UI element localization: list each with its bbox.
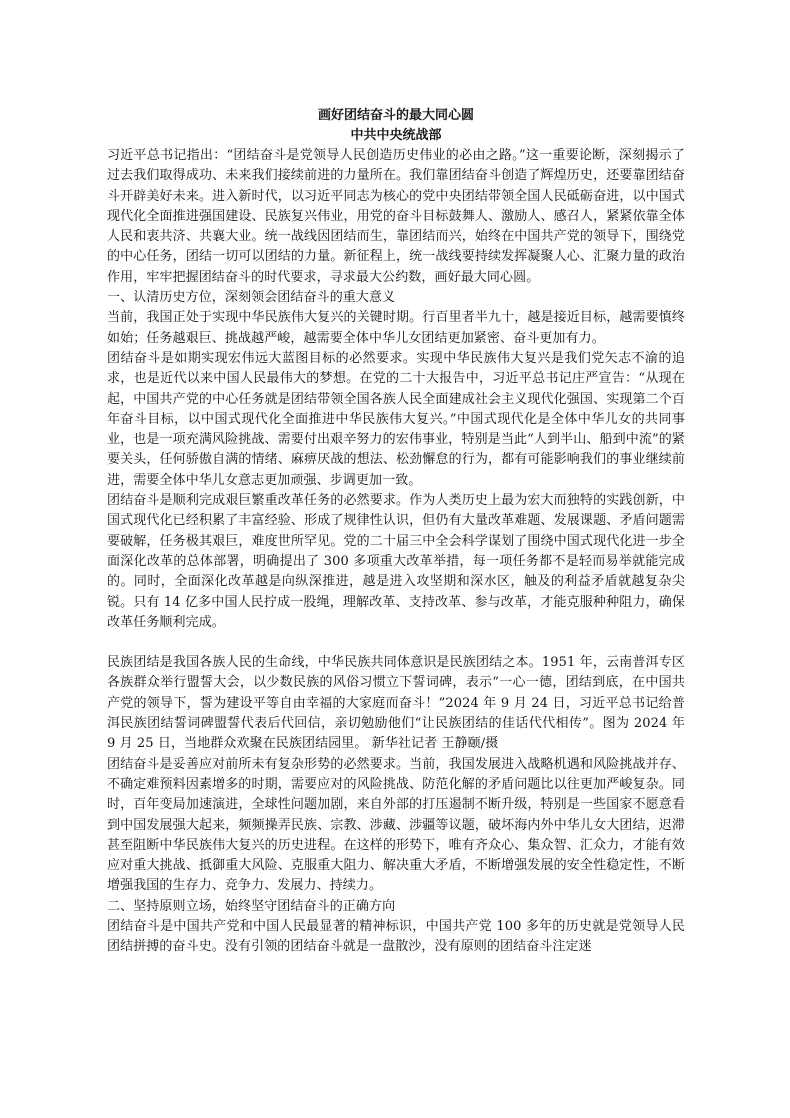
document-title: 画好团结奋斗的最大同心圆 <box>317 108 474 123</box>
paragraph: 当前，我国正处于实现中华民族伟大复兴的关键时期。行百里者半九十，越是接近目标，越需要慎终如始；任务越艰巨、挑战越严峻，越需要全体中华儿女团结更加紧密、奋斗更加有力。 <box>107 310 685 346</box>
photo-caption: 民族团结是我国各族人民的生命线，中华民族共同体意识是民族团结之本。1951 年，云南普洱专区各族群众举行盟誓大会，以少数民族的风俗习惯立下誓词碑，表示“一心一德，团结到底，在中国共产党的领导下，誓为建设平等自由幸福的大家庭而奋斗！”2024 年 9 月 24 日，习近平总书记给普洱民族团结誓词碑盟誓代表后代回信，亲切勉励他们“让民族团结的佳话代代相传”。图为 2024 年 9 月 25 日，当地群众欢聚在民族团结园里。 新华社记者 王静颐/摄 <box>107 655 685 752</box>
document-author: 中共中央统战部 <box>350 128 442 143</box>
paragraph: 团结奋斗是顺利完成艰巨繁重改革任务的必然要求。作为人类历史上最为宏大而独特的实践创新，中国式现代化已经积累了丰富经验、形成了规律性认识，但仍有大量改革难题、发展课题、矛盾问题需要破解，任务极其艰巨，难度世所罕见。党的二十届三中全会科学谋划了围绕中国式现代化进一步全面深化改革的总体部署，明确提出了 300 多项重大改革举措，每一项任务都不是轻而易举就能完成的。同时，全面深化改革越是向纵深推进，越是进入攻坚期和深水区，触及的利益矛盾就越复杂尖锐。只有 14 亿多中国人民拧成一股绳，理解改革、支持改革、参与改革，才能克服种种阻力，确保改革任务顺利完成。 <box>107 493 685 630</box>
document-page <box>107 106 685 958</box>
paragraph: 团结奋斗是如期实现宏伟远大蓝图目标的必然要求。实现中华民族伟大复兴是我们党矢志不渝的追求，也是近代以来中国人民最伟大的梦想。在党的二十大报告中，习近平总书记庄严宣告：“从现在起，中国共产党的中心任务就是团结带领全国各族人民全面建成社会主义现代化强国、实现第二个百年奋斗目标，以中国式现代化全面推进中华民族伟大复兴。”中国式现代化是全体中华儿女的共同事业，也是一项充满风险挑战、需要付出艰辛努力的宏伟事业，特别是当此“人到半山、船到中流”的紧要关头，任何骄傲自满的情绪、麻痹厌战的想法、松劲懈怠的行为，都有可能影响我们的事业继续前进，需要全体中华儿女意志更加顽强、步调更加一致。 <box>107 350 685 488</box>
paragraph: 团结奋斗是中国共产党和中国人民最显著的精神标识，中国共产党 100 多年的历史就是党领导人民团结拼搏的奋斗史。没有引领的团结奋斗就是一盘散沙，没有原则的团结奋斗注定迷 <box>107 918 685 955</box>
paragraph-intro: 习近平总书记指出：“团结奋斗是党领导人民创造历史伟业的必由之路。”这一重要论断，深刻揭示了过去我们取得成功、未来我们接续前进的力量所在。我们靠团结奋斗创造了辉煌历史，还要靠团结奋斗开辟美好未来。进入新时代，以习近平同志为核心的党中央团结带领全国人民砥砺奋进，以中国式现代化全面推进强国建设、民族复兴伟业，用党的奋斗目标鼓舞人、激励人、感召人，紧紧依靠全体人民和衷共济、共襄大业。统一战线因团结而生，靠团结而兴，始终在中国共产党的领导下，围绕党的中心任务，团结一切可以团结的力量。新征程上，统一战线要持续发挥凝聚人心、汇聚力量的政治作用，牢牢把握团结奋斗的时代要求，寻求最大公约数，画好最大同心圆。 <box>107 148 685 285</box>
section-heading-2: 二、坚持原则立场，始终坚守团结奋斗的正确方向 <box>107 898 396 914</box>
section-heading-1: 一、认清历史方位，深刻领会团结奋斗的重大意义 <box>107 290 396 306</box>
paragraph: 团结奋斗是妥善应对前所未有复杂形势的必然要求。当前，我国发展进入战略机遇和风险挑战并存、不确定难预料因素增多的时期，需要应对的风险挑战、防范化解的矛盾问题比以往更加严峻复杂。同时，百年变局加速演进，全球性问题加剧，来自外部的打压遏制不断升级，特别是一些国家不愿意看到中国发展强大起来，频频操弄民族、宗教、涉藏、涉疆等议题，破坏海内外中华儿女大团结，迟滞甚至阻断中华民族伟大复兴的历史进程。在这样的形势下，唯有齐众心、集众智、汇众力，才能有效应对重大挑战、抵御重大风险、克服重大阻力、解决重大矛盾，不断增强发展的安全性稳定性，不断增强我国的生存力、竞争力、发展力、持续力。 <box>107 756 685 894</box>
blank-line <box>107 633 685 653</box>
